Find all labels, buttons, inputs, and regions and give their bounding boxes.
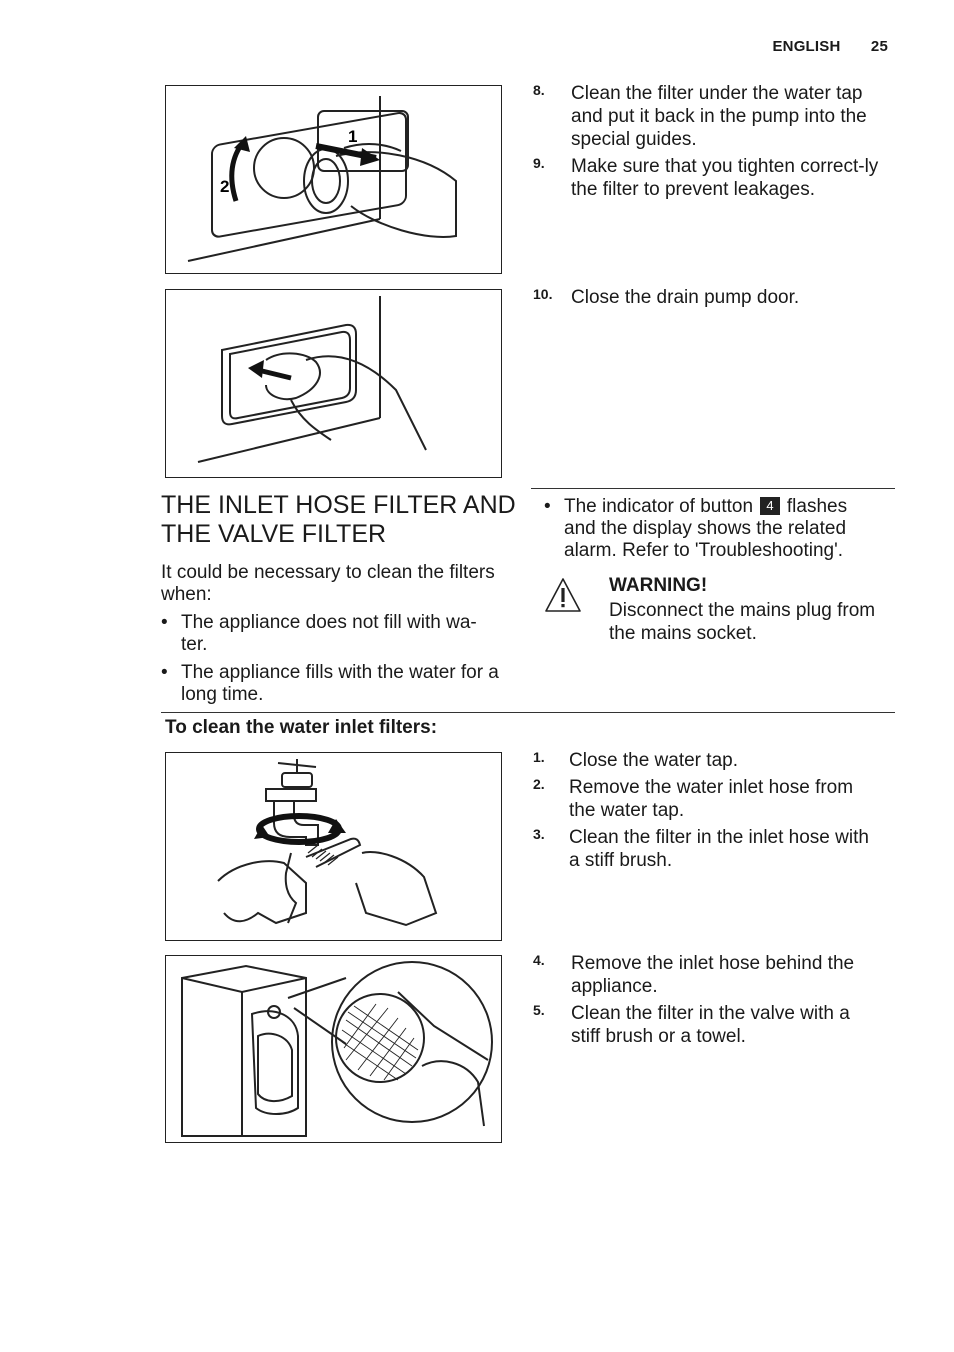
- warning-triangle-icon: [544, 577, 582, 613]
- bullet-item: [161, 662, 506, 706]
- close-door-illustration: [166, 290, 501, 477]
- warning-title: WARNING!: [609, 575, 708, 596]
- button-badge: 4: [760, 497, 779, 515]
- step-10: [533, 286, 883, 309]
- header-language: ENGLISH: [772, 38, 841, 55]
- bullet-item: [161, 612, 501, 656]
- page-header: [746, 38, 888, 55]
- step-text: Remove the water inlet hose from the water tap.: [569, 777, 854, 821]
- step-text: Clean the filter in the inlet hose with a stiff brush.: [569, 827, 869, 871]
- step-number: 3.: [533, 826, 545, 842]
- step-number: 2.: [533, 776, 545, 792]
- step-text: Close the drain pump door.: [571, 287, 800, 308]
- indicator-text-after: flashes and the display shows the related alarm. Refer to 'Troubleshooting'.: [564, 496, 848, 561]
- step-number: 5.: [533, 1002, 545, 1018]
- figure-filter-insert: [165, 85, 502, 274]
- section-title: THE INLET HOSE FILTER AND THE VALVE FILTER: [161, 491, 516, 548]
- valve-brush-illustration: [166, 956, 501, 1142]
- bullet-text: The appliance fills with the water for a long time.: [181, 662, 499, 705]
- step-1: [533, 749, 883, 772]
- step-number: 10.: [533, 286, 553, 302]
- indicator-bullet: [544, 496, 874, 562]
- page-number: 25: [870, 38, 888, 55]
- step-4: [533, 952, 883, 998]
- bullet-text: The appliance does not fill with wa-ter.: [181, 612, 477, 655]
- step-text: Close the water tap.: [569, 750, 738, 771]
- figure-label-2: 2: [220, 177, 230, 196]
- step-number: 8.: [533, 82, 545, 98]
- step-2: [533, 776, 883, 822]
- step-3: [533, 826, 873, 872]
- bullet-dot: •: [161, 662, 168, 683]
- step-5: [533, 1002, 883, 1048]
- step-8: [533, 82, 883, 151]
- section-divider-bottom: [161, 712, 895, 713]
- bullet-dot: •: [544, 496, 551, 517]
- section-intro: It could be necessary to clean the filters when:: [161, 562, 495, 605]
- step-number: 1.: [533, 749, 545, 765]
- step-number: 9.: [533, 155, 545, 171]
- figure-valve-brush: [165, 955, 502, 1143]
- step-9: [533, 155, 883, 201]
- filter-insert-illustration: [166, 86, 501, 273]
- bullet-dot: •: [161, 612, 168, 633]
- step-text: Clean the filter under the water tap and put it back in the pump into the special guides.: [571, 83, 867, 150]
- figure-close-door: [165, 289, 502, 478]
- step-text: Clean the filter in the valve with a stiff brush or a towel.: [571, 1003, 850, 1047]
- subheading: To clean the water inlet filters:: [165, 717, 438, 738]
- step-text: Make sure that you tighten correct-ly the filter to prevent leakages.: [571, 156, 879, 200]
- warning-text: Disconnect the mains plug from the mains socket.: [609, 600, 876, 644]
- tap-brush-illustration: [166, 753, 501, 940]
- figure-tap-brush: [165, 752, 502, 941]
- figure-label-1: 1: [348, 127, 358, 146]
- section-divider-top: [531, 488, 895, 489]
- step-number: 4.: [533, 952, 545, 968]
- indicator-bullet-text: [564, 496, 874, 562]
- indicator-text-before: The indicator of button: [564, 496, 754, 517]
- step-text: Remove the inlet hose behind the appliance.: [571, 953, 855, 997]
